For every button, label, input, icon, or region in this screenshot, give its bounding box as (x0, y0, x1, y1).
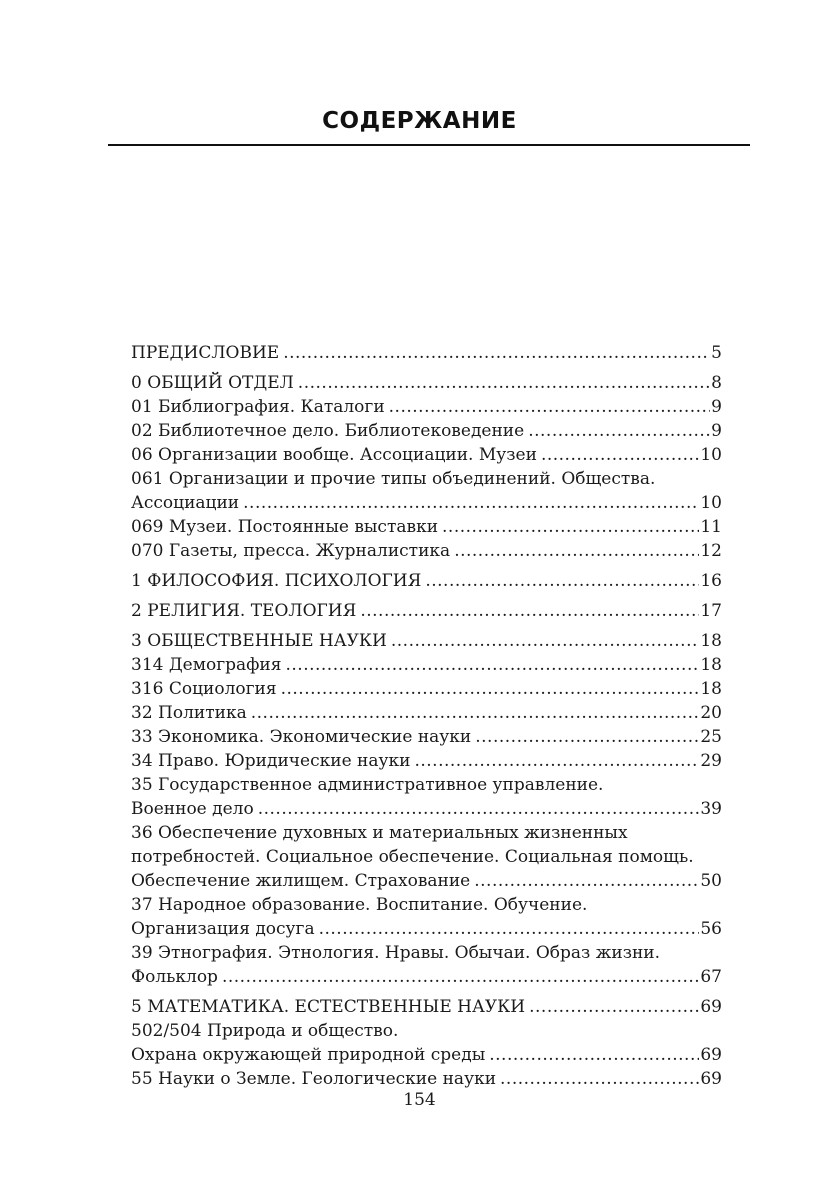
toc-entry-last-line (131, 569, 722, 593)
toc-entry-title: 069 Музеи. Постоянные выставки (131, 517, 439, 537)
toc-entry-page-number: 20 (700, 703, 722, 723)
toc-entry[interactable] (131, 467, 722, 515)
dot-leader (285, 653, 699, 677)
toc-entry-last-line (131, 371, 722, 395)
toc-entry-last-line (131, 539, 722, 563)
toc-entry[interactable] (131, 629, 722, 653)
toc-entry-title: Обеспечение жилищем. Страхование (131, 871, 471, 891)
toc-entry-last-line (131, 491, 722, 515)
toc-entry-last-line (131, 749, 722, 773)
toc-entry-page-number: 11 (700, 517, 722, 537)
dot-leader (222, 965, 699, 989)
toc-entry-title: 0 ОБЩИЙ ОТДЕЛ (131, 373, 294, 393)
page-title: СОДЕРЖАНИЕ (322, 108, 517, 134)
toc-entry-last-line (131, 701, 722, 725)
toc-entry-title: 32 Политика (131, 703, 247, 723)
dot-leader (414, 749, 699, 773)
toc-entry[interactable] (131, 515, 722, 539)
toc-entry-last-line (131, 869, 722, 893)
toc-entry[interactable] (131, 341, 722, 365)
dot-leader (283, 341, 710, 365)
toc-entry[interactable] (131, 419, 722, 443)
toc-entry[interactable] (131, 539, 722, 563)
dot-leader (454, 539, 699, 563)
dot-leader (251, 701, 700, 725)
toc-entry-title: 06 Организации вообще. Ассоциации. Музеи (131, 445, 537, 465)
toc-entry-last-line (131, 965, 722, 989)
toc-entry-page-number: 16 (700, 571, 722, 591)
dot-leader (529, 995, 699, 1019)
dot-leader (389, 395, 711, 419)
dot-leader (319, 917, 700, 941)
toc-entry-last-line (131, 443, 722, 467)
toc-entry-title: Охрана окружающей природной среды (131, 1045, 486, 1065)
dot-leader (243, 491, 699, 515)
toc-entry[interactable] (131, 371, 722, 395)
toc-entry[interactable] (131, 773, 722, 821)
toc-entry-title: 2 РЕЛИГИЯ. ТЕОЛОГИЯ (131, 601, 357, 621)
toc-entry-title: 070 Газеты, пресса. Журналистика (131, 541, 451, 561)
toc-entry[interactable] (131, 599, 722, 623)
toc-entry-last-line (131, 515, 722, 539)
toc-entry-last-line (131, 395, 722, 419)
toc-entry-page-number: 17 (700, 601, 722, 621)
toc-entry-page-number: 56 (700, 919, 722, 939)
toc-entry-last-line (131, 677, 722, 701)
toc-entry-title: ПРЕДИСЛОВИЕ (131, 343, 280, 363)
toc-entry-page-number: 8 (711, 373, 722, 393)
toc-entry-page-number: 18 (700, 679, 722, 699)
toc-entry-text-line: 37 Народное образование. Воспитание. Обучение. (131, 895, 588, 915)
toc-entry[interactable] (131, 893, 722, 941)
dot-leader (360, 599, 699, 623)
toc-entry-title: 5 МАТЕМАТИКА. ЕСТЕСТВЕННЫЕ НАУКИ (131, 997, 526, 1017)
toc-entry-title: Военное дело (131, 799, 254, 819)
toc-entry-last-line (131, 629, 722, 653)
toc-entry[interactable] (131, 821, 722, 893)
toc-entry-last-line (131, 419, 722, 443)
toc-entry-last-line (131, 1043, 722, 1067)
toc-entry-page-number: 12 (700, 541, 722, 561)
toc-entry-title: Фольклор (131, 967, 218, 987)
toc-entry-title: Организация досуга (131, 919, 315, 939)
toc-entry[interactable] (131, 1019, 722, 1067)
toc-entry-title: 01 Библиография. Каталоги (131, 397, 385, 417)
toc-entry[interactable] (131, 941, 722, 989)
toc-entry-last-line (131, 341, 722, 365)
dot-leader (475, 725, 699, 749)
toc-entry-title: 314 Демография (131, 655, 282, 675)
toc-entry-page-number: 18 (700, 631, 722, 651)
dot-leader (474, 869, 699, 893)
toc-entry-last-line (131, 599, 722, 623)
toc-entry-page-number: 10 (700, 445, 722, 465)
toc-entry-page-number: 29 (700, 751, 722, 771)
dot-leader (425, 569, 699, 593)
dot-leader (541, 443, 699, 467)
toc-entry-page-number: 18 (700, 655, 722, 675)
toc-entry-page-number: 5 (711, 343, 722, 363)
dot-leader (281, 677, 700, 701)
toc-entry[interactable] (131, 749, 722, 773)
dot-leader (391, 629, 699, 653)
toc-entry[interactable] (131, 725, 722, 749)
toc-entry-text-line: 39 Этнография. Этнология. Нравы. Обычаи. Образ жизни. (131, 943, 661, 963)
dot-leader (298, 371, 710, 395)
toc-entry-last-line (131, 797, 722, 821)
toc-entry[interactable] (131, 653, 722, 677)
toc-entry-page-number: 69 (700, 1045, 722, 1065)
toc-entry-page-number: 67 (700, 967, 722, 987)
toc-entry[interactable] (131, 677, 722, 701)
toc-entry-last-line (131, 725, 722, 749)
toc-entry-title: 02 Библиотечное дело. Библиотековедение (131, 421, 525, 441)
dot-leader (500, 1067, 699, 1091)
toc-entry-title: 1 ФИЛОСОФИЯ. ПСИХОЛОГИЯ (131, 571, 422, 591)
toc-entry-last-line (131, 653, 722, 677)
toc-entry-last-line (131, 995, 722, 1019)
toc-entry[interactable] (131, 569, 722, 593)
table-of-contents (131, 341, 722, 1091)
toc-entry-text-line: 35 Государственное административное управление. (131, 775, 604, 795)
toc-entry-page-number: 10 (700, 493, 722, 513)
toc-entry-title: 316 Социология (131, 679, 277, 699)
toc-entry[interactable] (131, 995, 722, 1019)
toc-entry-text-line: 36 Обеспечение духовных и материальных жизненных (131, 823, 628, 843)
dot-leader (442, 515, 699, 539)
toc-entry-page-number: 25 (700, 727, 722, 747)
dot-leader (489, 1043, 699, 1067)
toc-entry[interactable] (131, 395, 722, 419)
toc-entry-page-number: 50 (700, 871, 722, 891)
toc-entry-title: 33 Экономика. Экономические науки (131, 727, 472, 747)
toc-entry-title: Ассоциации (131, 493, 240, 513)
toc-entry-page-number: 69 (700, 1069, 722, 1089)
toc-entry-last-line (131, 917, 722, 941)
toc-entry-title: 34 Право. Юридические науки (131, 751, 411, 771)
toc-entry-text-line: 502/504 Природа и общество. (131, 1021, 399, 1041)
toc-entry[interactable] (131, 443, 722, 467)
toc-entry[interactable] (131, 1067, 722, 1091)
toc-entry[interactable] (131, 701, 722, 725)
toc-entry-text-line: 061 Организации и прочие типы объединений. Общества. (131, 469, 656, 489)
dot-leader (528, 419, 710, 443)
toc-entry-text-line: потребностей. Социальное обеспечение. Социальная помощь. (131, 847, 694, 867)
dot-leader (258, 797, 700, 821)
toc-entry-last-line (131, 1067, 722, 1091)
toc-entry-page-number: 9 (711, 421, 722, 441)
toc-entry-page-number: 9 (711, 397, 722, 417)
toc-entry-title: 55 Науки о Земле. Геологические науки (131, 1069, 497, 1089)
toc-entry-title: 3 ОБЩЕСТВЕННЫЕ НАУКИ (131, 631, 387, 651)
page-number: 154 (403, 1090, 436, 1110)
title-rule (108, 144, 750, 146)
toc-entry-page-number: 39 (700, 799, 722, 819)
toc-entry-page-number: 69 (700, 997, 722, 1017)
